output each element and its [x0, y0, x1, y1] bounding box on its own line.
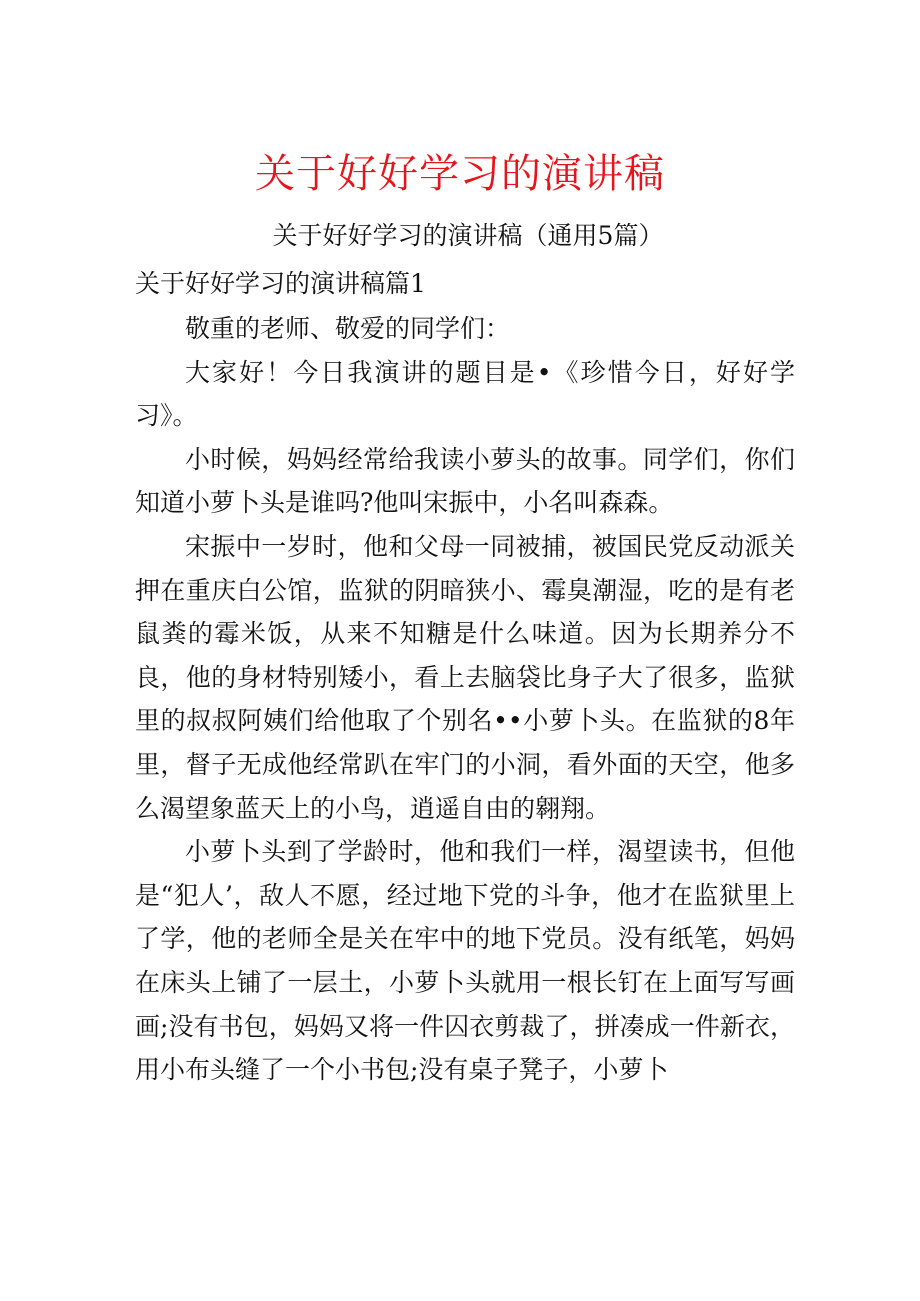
paragraph-childhood: 小时候，妈妈经常给我读小萝头的故事。同学们，你们知道小萝卜头是谁吗?他叫宋振中，小名叫森森。 [135, 444, 795, 518]
paragraph-schooling: 小萝卜头到了学龄时，他和我们一样，渴望读书，但他是“犯人’，敌人不愿，经过地下党的斗争，他才在监狱里上了学，他的老师全是关在牢中的地下党员。没有纸笔，妈妈在床头上铺了一层土，小萝卜头就用一根长钉在上面写写画画;没有书包，妈妈又将一件囚衣剪裁了，拼凑成一件新衣，用小布头缝了一个小书包;没有桌子凳子，小萝卜 [135, 837, 795, 1085]
paragraph-prison: 宋振中一岁时，他和父母一同被捕，被国民党反动派关押在重庆白公馆，监狱的阴暗狭小、霉臭潮湿，吃的是有老鼠粪的霉米饭，从来不知糖是什么味道。因为长期养分不良，他的身材特别矮小，看上去脑袋比身子大了很多，监狱里的叔叔阿姨们给他取了个别名••小萝卜头。在监狱的8年里，督子无成他经常趴在牢门的小洞，看外面的天空，他多么渴望象蓝天上的小鸟，逍遥自由的翱翔。 [135, 531, 795, 823]
paragraph-greeting: 大家好！今日我演讲的题目是•《珍惜今日，好好学习》。 [135, 357, 795, 431]
paragraph-salutation: 敬重的老师、敬爱的同学们： [185, 314, 511, 343]
document-title: 关于好好学习的演讲稿 [255, 151, 665, 197]
section-heading: 关于好好学习的演讲稿篇1 [135, 269, 426, 298]
body-text [135, 307, 795, 1092]
document-subtitle: 关于好好学习的演讲稿（通用5篇） [272, 221, 664, 250]
